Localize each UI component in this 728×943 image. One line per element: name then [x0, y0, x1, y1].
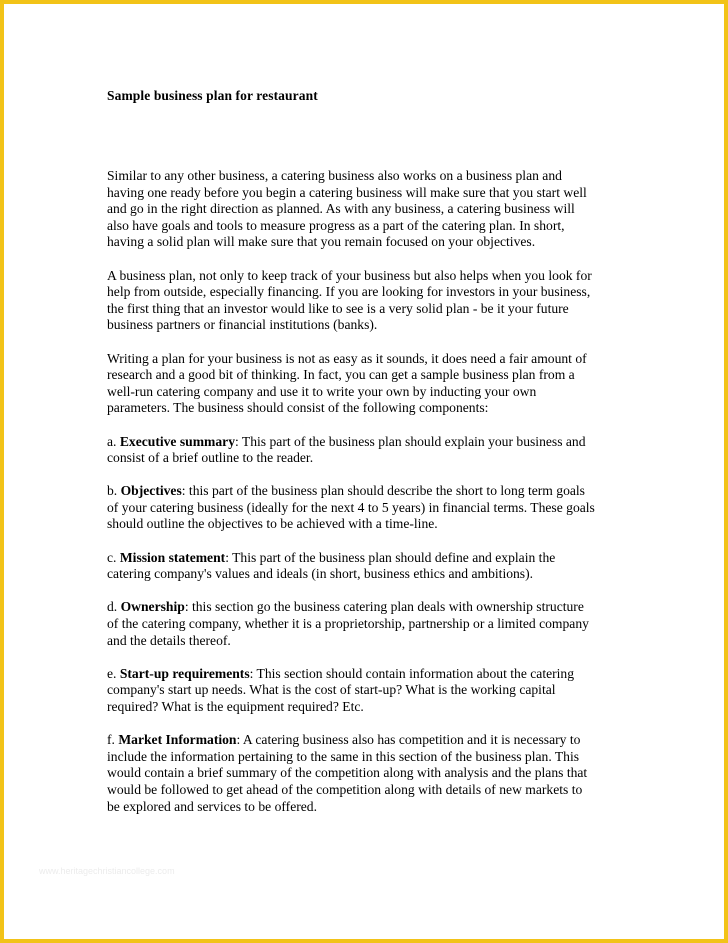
- component-letter: b.: [107, 483, 121, 499]
- component-letter: a.: [107, 433, 120, 449]
- text-line: catering company's values and ideals (in short, business ethics and ambitions).: [107, 566, 534, 582]
- text-line: and go in the right direction as planned. As with any business, a catering business will: [107, 201, 575, 217]
- component-start-up-requirements: [107, 666, 627, 716]
- text-line: include the information pertaining to the same in this section of the business plan. This: [107, 748, 580, 764]
- component-term: Executive summary: [119, 433, 235, 449]
- component-letter: e.: [107, 665, 120, 681]
- intro-paragraph: [107, 168, 627, 251]
- component-text: : This part of the business plan should explain your business and: [235, 433, 586, 449]
- text-line: and the details thereof.: [107, 632, 231, 648]
- document-title: Sample business plan for restaurant: [107, 88, 318, 103]
- text-line: help from outside, especially financing. If you are looking for investors in your business,: [107, 284, 591, 300]
- component-objectives: [107, 483, 627, 533]
- component-text: : This part of the business plan should define and explain the: [225, 549, 556, 565]
- writing-plan-paragraph: [107, 351, 627, 417]
- component-letter: c.: [107, 549, 120, 565]
- text-line: consist of a brief outline to the reader.: [107, 450, 314, 466]
- text-line: would contain a brief summary of the competition along with analysis and the plans that: [107, 765, 588, 781]
- component-letter: f.: [107, 732, 119, 748]
- text-line: company's start up needs. What is the cost of start-up? What is the working capital: [107, 682, 556, 698]
- text-line: would be followed to get ahead of the competition along with details of new markets to: [107, 781, 583, 797]
- component-term: Objectives: [120, 483, 182, 499]
- text-line: of the catering company, whether it is a proprietorship, partnership or a limited company: [107, 616, 589, 632]
- text-line: also have goals and tools to measure progress as a part of the catering plan. In short,: [107, 217, 565, 233]
- text-line: research and a good bit of thinking. In fact, you can get a sample business plan from a: [107, 367, 575, 383]
- document-body: [107, 168, 627, 832]
- financing-paragraph: [107, 268, 627, 334]
- component-letter: d.: [107, 599, 121, 615]
- component-executive-summary: [107, 434, 627, 467]
- watermark: www.heritagechristiancollege.com: [39, 866, 175, 876]
- component-term: Mission statement: [119, 549, 226, 565]
- text-line: the first thing that an investor would like to see is a very solid plan - be it your future: [107, 300, 569, 316]
- text-line: be explored and services to be offered.: [107, 798, 317, 814]
- text-line: having one ready before you begin a catering business will make sure that you start well: [107, 184, 587, 200]
- text-line: parameters. The business should consist of the following components:: [107, 400, 489, 416]
- document-page: [4, 4, 724, 939]
- component-market-information: [107, 732, 627, 815]
- text-line: should outline the objectives to be achieved with a time-line.: [107, 516, 438, 532]
- component-term: Market Information: [118, 732, 237, 748]
- text-line: required? What is the equipment required? Etc.: [107, 699, 364, 714]
- text-line: Similar to any other business, a catering business also works on a business plan and: [107, 168, 562, 183]
- component-text: : this part of the business plan should describe the short to long term goals: [181, 483, 585, 499]
- text-line: business partners or financial institutions (banks).: [107, 317, 378, 333]
- component-term: Ownership: [120, 599, 185, 615]
- component-ownership: [107, 599, 627, 649]
- component-text: : A catering business also has competition and it is necessary to: [236, 732, 581, 748]
- text-line: of your catering business (ideally for the next 4 to 5 years) in financial terms. These goals: [107, 499, 595, 515]
- text-line: A business plan, not only to keep track of your business but also helps when you look for: [107, 267, 592, 283]
- text-line: well-run catering company and use it to write your own by inducting your own: [107, 383, 537, 399]
- text-line: Writing a plan for your business is not as easy as it sounds, it does need a fair amount of: [107, 350, 587, 366]
- component-mission-statement: [107, 550, 627, 583]
- component-text: : this section go the business catering plan deals with ownership structure: [184, 599, 584, 615]
- text-line: having a solid plan will make sure that you remain focused on your objectives.: [107, 234, 536, 250]
- component-text: : This section should contain information about the catering: [249, 665, 575, 681]
- component-term: Start-up requirements: [119, 665, 250, 681]
